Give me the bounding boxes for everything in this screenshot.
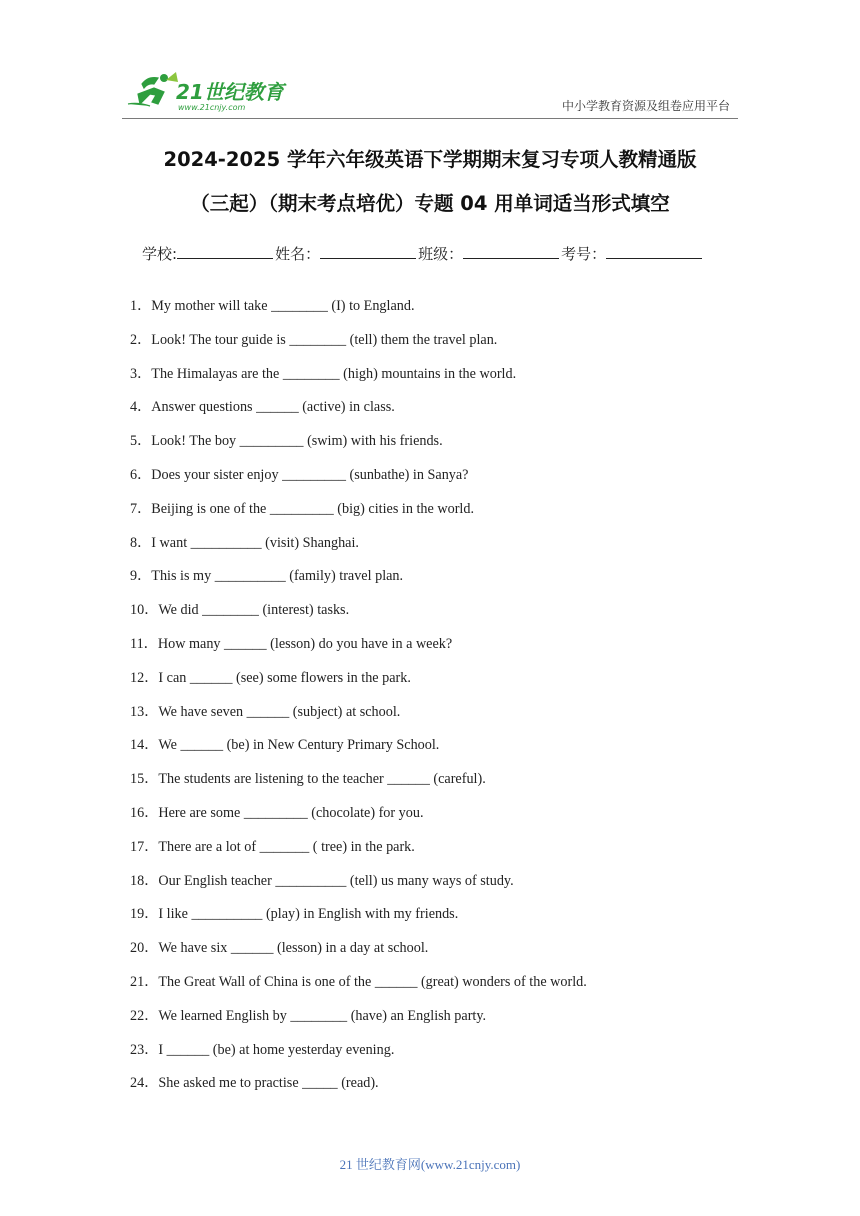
question-item: 2．Look! The tour guide is ________ (tell) them the travel plan. <box>130 331 498 348</box>
footer-link[interactable]: 21 世纪教育网(www.21cnjy.com) <box>339 1157 521 1172</box>
name-label: 姓名： <box>275 245 321 263</box>
runner-icon <box>128 78 164 106</box>
question-item: 16．Here are some _________ (chocolate) for you. <box>130 804 424 821</box>
title-line-1: 2024-2025 学年六年级英语下学期期末复习专项人教精通版 <box>163 148 697 171</box>
21cnjy-logo <box>122 70 292 116</box>
platform-tagline: 中小学教育资源及组卷应用平台 <box>561 99 730 113</box>
question-item: 21．The Great Wall of China is one of the ______ (great) wonders of the world. <box>130 973 587 990</box>
logo-text: 21世纪教育 <box>176 80 284 104</box>
school-label: 学校: <box>142 245 178 263</box>
question-item: 3．The Himalayas are the ________ (high) mountains in the world. <box>130 365 517 382</box>
school-blank[interactable] <box>177 244 273 259</box>
question-item: 8．I want __________ (visit) Shanghai. <box>130 534 359 551</box>
question-item: 19．I like __________ (play) in English with my friends. <box>130 906 459 923</box>
logo-url: www.21cnjy.com <box>178 103 246 112</box>
title-line-2: （三起）（期末考点培优）专题 04 用单词适当形式填空 <box>190 192 670 215</box>
question-item: 7．Beijing is one of the _________ (big) cities in the world. <box>130 500 474 517</box>
question-item: 20．We have six ______ (lesson) in a day at school. <box>130 940 429 957</box>
name-blank[interactable] <box>320 244 416 259</box>
question-item: 18．Our English teacher __________ (tell) us many ways of study. <box>130 872 514 889</box>
question-item: 14．We ______ (be) in New Century Primary School. <box>130 737 440 754</box>
header-divider <box>122 118 738 119</box>
question-item: 4．Answer questions ______ (active) in class. <box>130 399 395 416</box>
class-blank[interactable] <box>463 244 559 259</box>
question-item: 23．I ______ (be) at home yesterday evening. <box>130 1041 395 1058</box>
question-item: 5．Look! The boy _________ (swim) with his friends. <box>130 433 443 450</box>
class-label: 班级： <box>418 245 464 263</box>
question-item: 12．I can ______ (see) some flowers in the park. <box>130 669 411 686</box>
question-item: 9．This is my __________ (family) travel plan. <box>130 568 404 585</box>
question-list <box>130 293 770 1104</box>
question-item: 17．There are a lot of _______ ( tree) in the park. <box>130 838 415 855</box>
question-item: 15．The students are listening to the teacher ______ (careful). <box>130 771 486 788</box>
question-item: 1．My mother will take ________ (I) to England. <box>130 298 415 314</box>
page-title <box>60 138 800 226</box>
question-item: 13．We have seven ______ (subject) at school. <box>130 703 401 720</box>
question-item: 10．We did ________ (interest) tasks. <box>130 602 350 619</box>
exam-no-blank[interactable] <box>606 244 702 259</box>
student-info-row <box>142 243 704 264</box>
exam-no-label: 考号： <box>561 245 607 263</box>
question-item: 24．She asked me to practise _____ (read). <box>130 1075 379 1092</box>
question-item: 11．How many ______ (lesson) do you have in a week? <box>130 635 453 652</box>
question-item: 22．We learned English by ________ (have) an English party. <box>130 1007 487 1024</box>
question-item: 6．Does your sister enjoy _________ (sunbathe) in Sanya? <box>130 466 469 483</box>
